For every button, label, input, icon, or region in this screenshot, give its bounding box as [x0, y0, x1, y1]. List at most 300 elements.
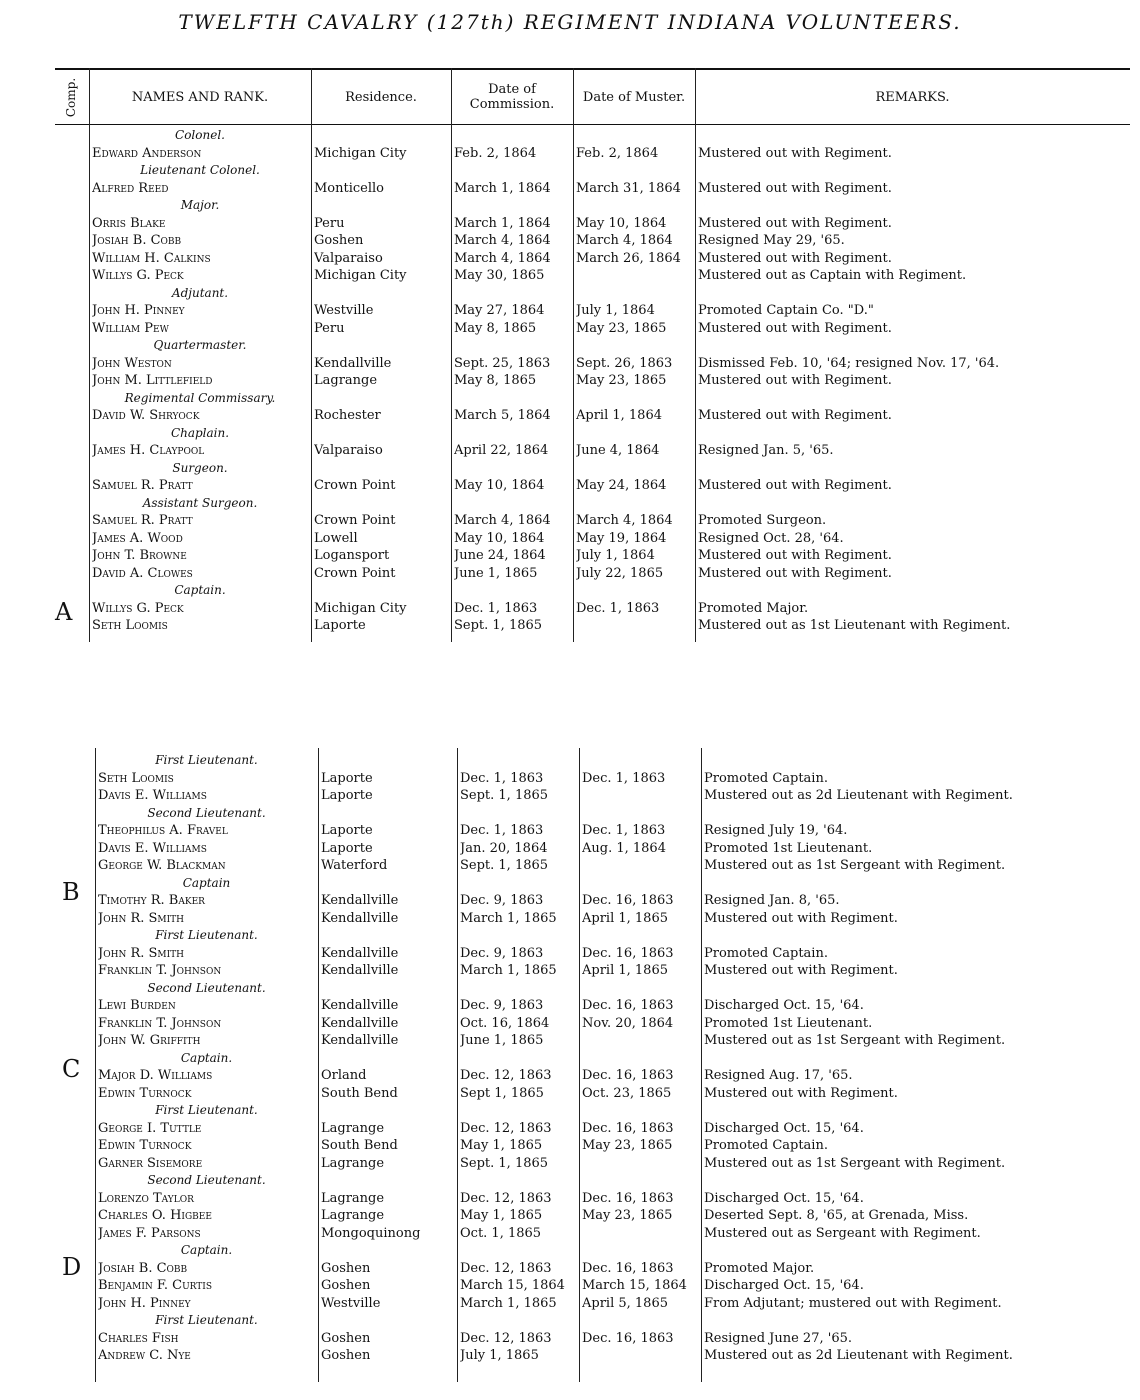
remarks-cell: Mustered out with Regiment.	[698, 320, 892, 336]
name-cell: Alfred Reed	[92, 180, 169, 196]
remarks-cell: Discharged Oct. 15, '64.	[704, 998, 864, 1013]
remarks-cell: Promoted Major.	[704, 1260, 815, 1276]
remarks-cell: Mustered out as 2d Lieutenant with Regiment.	[704, 1348, 1013, 1363]
remarks-cell: Mustered out as Captain with Regiment.	[698, 268, 967, 283]
header-residence: Residence.	[345, 89, 417, 105]
table-row	[0, 892, 1140, 909]
table-row	[0, 1155, 1140, 1172]
name-cell: David A. Clowes	[92, 565, 193, 581]
muster-cell: Dec. 16, 1863	[582, 1120, 674, 1136]
commission-cell: Sept 1, 1865	[460, 1085, 544, 1101]
muster-cell: May 24, 1864	[576, 478, 667, 493]
commission-cell: Sept. 1, 1865	[454, 618, 543, 633]
table-row	[0, 857, 1140, 874]
residence-cell: South Bend	[321, 1085, 398, 1101]
residence-cell: Laporte	[321, 788, 373, 803]
remarks-cell: Promoted 1st Lieutenant.	[704, 840, 873, 856]
name-cell: Lorenzo Taylor	[98, 1190, 194, 1206]
commission-cell: Jan. 20, 1864	[460, 840, 548, 856]
name-cell: Benjamin F. Curtis	[98, 1278, 213, 1293]
residence-cell: Crown Point	[314, 478, 396, 493]
table-row	[0, 1137, 1140, 1154]
company-letter-a: A	[55, 598, 73, 626]
residence-cell: Orland	[321, 1068, 367, 1083]
name-cell: James H. Claypool	[92, 443, 205, 458]
residence-cell: Peru	[314, 215, 345, 231]
muster-cell: April 1, 1864	[576, 408, 662, 423]
table-row	[0, 1085, 1140, 1102]
remarks-cell: Mustered out as 2d Lieutenant with Regiment.	[704, 788, 1013, 803]
table-row	[0, 512, 1140, 529]
residence-cell: Lagrange	[314, 373, 378, 388]
table-row	[0, 320, 1140, 337]
muster-cell: March 15, 1864	[582, 1278, 687, 1293]
residence-cell: Lowell	[314, 530, 358, 546]
muster-cell: April 1, 1865	[582, 910, 668, 926]
remarks-cell: Mustered out with Regiment.	[704, 910, 898, 926]
muster-cell: July 1, 1864	[576, 548, 655, 563]
residence-cell: Crown Point	[314, 513, 396, 528]
rank-label: Adjutant.	[171, 285, 229, 300]
remarks-cell: Discharged Oct. 15, '64.	[704, 1190, 864, 1206]
name-cell: Samuel R. Pratt	[92, 513, 193, 528]
name-cell: Davis E. Williams	[98, 840, 207, 856]
rank-label: Chaplain.	[170, 425, 230, 440]
residence-cell: Laporte	[321, 823, 373, 838]
commission-cell: Oct. 16, 1864	[460, 1015, 550, 1031]
residence-cell: South Bend	[321, 1138, 398, 1153]
rank-label: First Lieutenant.	[155, 1103, 258, 1117]
muster-cell: May 23, 1865	[582, 1138, 673, 1153]
table-row	[0, 1207, 1140, 1224]
remarks-cell: Mustered out with Regiment.	[698, 565, 892, 581]
residence-cell: Michigan City	[314, 600, 407, 616]
muster-cell: May 23, 1865	[576, 373, 667, 388]
remarks-cell: Resigned Aug. 17, '65.	[704, 1068, 853, 1083]
table-row	[0, 840, 1140, 857]
commission-cell: March 4, 1864	[454, 513, 551, 528]
muster-cell: April 5, 1865	[582, 1295, 668, 1311]
name-cell: Franklin T. Johnson	[98, 963, 222, 978]
rank-heading	[0, 127, 1140, 144]
remarks-cell: Mustered out with Regiment.	[704, 963, 898, 978]
muster-cell: May 10, 1864	[576, 215, 667, 231]
residence-cell: Lagrange	[321, 1155, 385, 1171]
rank-heading	[0, 927, 1140, 944]
rank-label: Captain.	[174, 583, 226, 597]
table-row	[0, 477, 1140, 494]
remarks-cell: Mustered out as 1st Lieutenant with Regiment.	[698, 618, 1011, 633]
table-row	[0, 215, 1140, 232]
rank-label: Colonel.	[175, 128, 225, 142]
commission-cell: Dec. 1, 1863	[460, 823, 544, 838]
table-row	[0, 145, 1140, 162]
remarks-cell: Discharged Oct. 15, '64.	[704, 1120, 864, 1136]
commission-cell: Dec. 12, 1863	[460, 1120, 552, 1136]
table-row	[0, 770, 1140, 787]
commission-cell: March 1, 1864	[454, 215, 551, 231]
residence-cell: Valparaiso	[314, 443, 383, 458]
commission-cell: March 1, 1865	[460, 1295, 557, 1311]
muster-cell: March 26, 1864	[576, 250, 681, 266]
rank-heading	[0, 337, 1140, 354]
muster-cell: July 22, 1865	[576, 565, 664, 581]
table-row	[0, 442, 1140, 459]
table-row	[0, 1225, 1140, 1242]
rank-heading	[0, 460, 1140, 477]
remarks-cell: Mustered out with Regiment.	[698, 548, 892, 563]
name-cell: Willys G. Peck	[92, 268, 184, 283]
muster-cell: Dec. 1, 1863	[582, 823, 666, 838]
commission-cell: Dec. 12, 1863	[460, 1190, 552, 1206]
residence-cell: Kendallville	[321, 893, 399, 908]
name-cell: George I. Tuttle	[98, 1120, 202, 1136]
table-row	[0, 1015, 1140, 1032]
remarks-cell: Mustered out as Sergeant with Regiment.	[704, 1225, 981, 1241]
table-row	[0, 355, 1140, 372]
remarks-cell: Dismissed Feb. 10, '64; resigned Nov. 17, '64.	[698, 355, 1000, 371]
remarks-cell: Deserted Sept. 8, '65, at Grenada, Miss.	[704, 1208, 969, 1223]
rank-label: Quartermaster.	[153, 338, 247, 352]
residence-cell: Kendallville	[321, 945, 399, 961]
commission-cell: July 1, 1865	[460, 1348, 539, 1363]
commission-cell: Dec. 9, 1863	[460, 945, 544, 961]
remarks-cell: Mustered out with Regiment.	[698, 250, 892, 266]
residence-cell: Waterford	[321, 858, 388, 873]
remarks-cell: Mustered out with Regiment.	[704, 1085, 898, 1101]
name-cell: Lewi Burden	[98, 998, 176, 1013]
residence-cell: Lagrange	[321, 1190, 385, 1206]
name-cell: Davis E. Williams	[98, 788, 207, 803]
residence-cell: Goshen	[321, 1278, 371, 1293]
remarks-cell: Mustered out with Regiment.	[698, 215, 892, 231]
muster-cell: Nov. 20, 1864	[582, 1015, 674, 1031]
commission-cell: May 1, 1865	[460, 1208, 543, 1223]
commission-cell: March 1, 1865	[460, 910, 557, 926]
table-row	[0, 1120, 1140, 1137]
name-cell: Garner Sisemore	[98, 1155, 203, 1171]
residence-cell: Kendallville	[314, 355, 392, 371]
table-row	[0, 267, 1140, 284]
name-cell: John R. Smith	[98, 910, 185, 926]
commission-cell: June 1, 1865	[454, 565, 538, 581]
rank-label: Surgeon.	[172, 460, 228, 475]
header-comp	[55, 70, 89, 124]
table-row	[0, 910, 1140, 927]
muster-cell: Dec. 16, 1863	[582, 1260, 674, 1276]
residence-cell: Lagrange	[321, 1120, 385, 1136]
name-cell: Charles Fish	[98, 1330, 179, 1346]
residence-cell: Lagrange	[321, 1208, 385, 1223]
muster-cell: April 1, 1865	[582, 963, 668, 978]
name-cell: George W. Blackman	[98, 858, 226, 873]
remarks-cell: Mustered out as 1st Sergeant with Regiment.	[704, 858, 1006, 873]
table-row	[0, 787, 1140, 804]
commission-cell: June 24, 1864	[454, 548, 546, 563]
remarks-cell: Promoted Captain.	[704, 1138, 828, 1153]
remarks-cell: Discharged Oct. 15, '64.	[704, 1278, 864, 1293]
remarks-cell: Mustered out as 1st Sergeant with Regiment.	[704, 1155, 1006, 1171]
residence-cell: Goshen	[314, 233, 364, 248]
table-row	[0, 1067, 1140, 1084]
commission-cell: May 10, 1864	[454, 478, 545, 493]
remarks-cell: Promoted Captain.	[704, 770, 828, 786]
commission-cell: May 30, 1865	[454, 268, 545, 283]
commission-cell: Dec. 12, 1863	[460, 1068, 552, 1083]
name-cell: Edward Anderson	[92, 145, 202, 161]
muster-cell: March 4, 1864	[576, 513, 673, 528]
header-remarks: REMARKS.	[875, 89, 950, 105]
table-row	[0, 1032, 1140, 1049]
commission-cell: May 8, 1865	[454, 373, 537, 388]
commission-cell: May 8, 1865	[454, 320, 537, 336]
residence-cell: Monticello	[314, 180, 385, 196]
residence-cell: Rochester	[314, 408, 381, 423]
residence-cell: Kendallville	[321, 910, 399, 926]
rank-heading	[0, 285, 1140, 302]
residence-cell: Goshen	[321, 1348, 371, 1363]
muster-cell: May 23, 1865	[582, 1208, 673, 1223]
table-row	[0, 372, 1140, 389]
remarks-cell: Mustered out with Regiment.	[698, 478, 892, 493]
name-cell: John R. Smith	[98, 945, 185, 961]
commission-cell: March 4, 1864	[454, 233, 551, 248]
muster-cell: Dec. 1, 1863	[576, 600, 660, 616]
residence-cell: Peru	[314, 320, 345, 336]
remarks-cell: Promoted Major.	[698, 600, 809, 616]
muster-cell: Dec. 16, 1863	[582, 998, 674, 1013]
residence-cell: Westville	[321, 1295, 381, 1311]
name-cell: Willys G. Peck	[92, 600, 184, 616]
table-row	[0, 232, 1140, 249]
table-row	[0, 600, 1140, 617]
company-letter-d: D	[62, 1253, 82, 1281]
rank-label: Captain.	[180, 1243, 233, 1257]
muster-cell: March 4, 1864	[576, 233, 673, 248]
name-cell: James F. Parsons	[98, 1225, 201, 1241]
table-row	[0, 945, 1140, 962]
commission-cell: Feb. 2, 1864	[454, 145, 537, 161]
residence-cell: Logansport	[314, 548, 390, 563]
rank-label: Captain	[182, 875, 231, 890]
table-row	[0, 1190, 1140, 1207]
name-cell: Josiah B. Cobb	[98, 1260, 188, 1276]
residence-cell: Kendallville	[321, 963, 399, 978]
commission-cell: Dec. 9, 1863	[460, 998, 544, 1013]
name-cell: Josiah B. Cobb	[92, 233, 182, 248]
rank-heading	[0, 1312, 1140, 1329]
commission-cell: Dec. 12, 1863	[460, 1260, 552, 1276]
rank-heading	[0, 425, 1140, 442]
residence-cell: Kendallville	[321, 1033, 399, 1048]
company-letter-c: C	[62, 1055, 81, 1083]
name-cell: David W. Shryock	[92, 408, 200, 423]
commission-cell: Sept. 1, 1865	[460, 858, 549, 873]
name-cell: Andrew C. Nye	[98, 1348, 191, 1363]
rank-label: Major.	[180, 198, 220, 212]
commission-cell: March 15, 1864	[460, 1278, 565, 1293]
rank-label: Lieutenant Colonel.	[140, 163, 260, 177]
muster-cell: July 1, 1864	[576, 303, 655, 318]
residence-cell: Michigan City	[314, 145, 407, 161]
residence-cell: Kendallville	[321, 998, 399, 1013]
table-row	[0, 302, 1140, 319]
muster-cell: May 19, 1864	[576, 530, 667, 546]
rank-heading	[0, 582, 1140, 599]
table-row	[0, 547, 1140, 564]
muster-cell: Dec. 1, 1863	[582, 770, 666, 786]
name-cell: Seth Loomis	[92, 618, 168, 633]
rank-heading	[0, 1172, 1140, 1189]
table-row	[0, 822, 1140, 839]
remarks-cell: From Adjutant; mustered out with Regiment.	[704, 1295, 1002, 1311]
name-cell: Edwin Turnock	[98, 1085, 192, 1101]
residence-cell: Kendallville	[321, 1015, 399, 1031]
name-cell: Theophilus A. Fravel	[98, 823, 228, 838]
muster-cell: Dec. 16, 1863	[582, 945, 674, 961]
header-commission: Date of Commission.	[469, 82, 555, 112]
commission-cell: May 10, 1864	[454, 530, 545, 546]
remarks-cell: Resigned July 19, '64.	[704, 823, 848, 838]
table-row	[0, 407, 1140, 424]
rank-heading	[0, 1050, 1140, 1067]
rank-heading	[0, 1242, 1140, 1259]
name-cell: John M. Littlefield	[92, 373, 213, 388]
rank-label: Second Lieutenant.	[147, 980, 266, 995]
commission-cell: Dec. 1, 1863	[460, 770, 544, 786]
table-row	[0, 565, 1140, 582]
name-cell: Charles O. Higbee	[98, 1208, 212, 1223]
residence-cell: Valparaiso	[314, 250, 383, 266]
name-cell: Franklin T. Johnson	[98, 1015, 222, 1031]
table-row	[0, 1277, 1140, 1294]
muster-cell: Dec. 16, 1863	[582, 893, 674, 908]
commission-cell: Dec. 12, 1863	[460, 1330, 552, 1346]
commission-cell: Dec. 9, 1863	[460, 893, 544, 908]
rank-heading	[0, 875, 1140, 892]
remarks-cell: Resigned Jan. 5, '65.	[698, 443, 834, 458]
table-row	[0, 617, 1140, 634]
name-cell: Orris Blake	[92, 215, 166, 231]
residence-cell: Goshen	[321, 1260, 371, 1276]
commission-cell: March 1, 1865	[460, 963, 557, 978]
table-row	[0, 250, 1140, 267]
name-cell: William H. Calkins	[92, 250, 211, 266]
muster-cell: Feb. 2, 1864	[576, 145, 659, 161]
remarks-cell: Mustered out with Regiment.	[698, 373, 892, 388]
remarks-cell: Mustered out with Regiment.	[698, 408, 892, 423]
commission-cell: April 22, 1864	[454, 443, 549, 458]
commission-cell: Sept. 1, 1865	[460, 1155, 549, 1171]
table-row	[0, 1330, 1140, 1347]
muster-cell: June 4, 1864	[576, 443, 660, 458]
table-row	[0, 530, 1140, 547]
rank-label: Assistant Surgeon.	[142, 495, 258, 510]
rank-label: Regimental Commissary.	[124, 390, 276, 405]
rank-label: First Lieutenant.	[155, 1313, 258, 1327]
rank-heading	[0, 752, 1140, 769]
remarks-cell: Promoted Captain Co. "D."	[698, 303, 874, 318]
rank-heading	[0, 162, 1140, 179]
name-cell: John Weston	[92, 355, 172, 371]
muster-cell: March 31, 1864	[576, 180, 681, 196]
rank-label: First Lieutenant.	[155, 753, 258, 767]
residence-cell: Laporte	[321, 840, 373, 856]
remarks-cell: Resigned May 29, '65.	[698, 233, 845, 248]
rank-heading	[0, 980, 1140, 997]
name-cell: John H. Pinney	[98, 1295, 191, 1311]
muster-cell: Dec. 16, 1863	[582, 1068, 674, 1083]
remarks-cell: Mustered out as 1st Sergeant with Regiment.	[704, 1033, 1006, 1048]
name-cell: James A. Wood	[92, 530, 183, 546]
rank-heading	[0, 805, 1140, 822]
muster-cell: Dec. 16, 1863	[582, 1330, 674, 1346]
company-letter-b: B	[62, 878, 80, 906]
commission-cell: March 1, 1864	[454, 180, 551, 196]
rank-heading	[0, 197, 1140, 214]
name-cell: Major D. Williams	[98, 1068, 213, 1083]
remarks-cell: Mustered out with Regiment.	[698, 145, 892, 161]
table-row	[0, 1260, 1140, 1277]
muster-cell: Dec. 16, 1863	[582, 1190, 674, 1206]
muster-cell: Sept. 26, 1863	[576, 355, 673, 371]
name-cell: Samuel R. Pratt	[92, 478, 193, 493]
name-cell: Seth Loomis	[98, 770, 174, 786]
header-muster: Date of Muster.	[582, 89, 686, 105]
rank-label: First Lieutenant.	[155, 928, 258, 942]
remarks-cell: Mustered out with Regiment.	[698, 180, 892, 196]
name-cell: John H. Pinney	[92, 303, 185, 318]
name-cell: Edwin Turnock	[98, 1138, 192, 1153]
commission-cell: June 1, 1865	[460, 1033, 544, 1048]
name-cell: John T. Browne	[92, 548, 187, 563]
table-row	[0, 997, 1140, 1014]
rank-heading	[0, 495, 1140, 512]
name-cell: Timothy R. Baker	[98, 893, 205, 908]
remarks-cell: Promoted Captain.	[704, 945, 828, 961]
residence-cell: Michigan City	[314, 268, 407, 283]
name-cell: William Pew	[92, 320, 169, 336]
table-row	[0, 962, 1140, 979]
commission-cell: March 5, 1864	[454, 408, 551, 423]
commission-cell: Sept. 25, 1863	[454, 355, 551, 371]
residence-cell: Goshen	[321, 1330, 371, 1346]
muster-cell: Aug. 1, 1864	[582, 840, 666, 856]
table-header	[55, 68, 1130, 125]
rank-heading	[0, 390, 1140, 407]
table-row	[0, 1295, 1140, 1312]
muster-cell: May 23, 1865	[576, 320, 667, 336]
commission-cell: May 1, 1865	[460, 1138, 543, 1153]
remarks-cell: Resigned Jan. 8, '65.	[704, 893, 840, 908]
rank-label: Captain.	[180, 1050, 233, 1065]
commission-cell: Dec. 1, 1863	[454, 600, 538, 616]
remarks-cell: Resigned June 27, '65.	[704, 1330, 852, 1346]
commission-cell: Oct. 1, 1865	[460, 1225, 542, 1241]
table-row	[0, 180, 1140, 197]
name-cell: John W. Griffith	[98, 1033, 201, 1048]
page-title: TWELFTH CAVALRY (127th) REGIMENT INDIANA VOLUNTEERS.	[178, 10, 962, 34]
remarks-cell: Promoted Surgeon.	[698, 513, 827, 528]
commission-cell: Sept. 1, 1865	[460, 788, 549, 803]
rank-heading	[0, 1102, 1140, 1119]
residence-cell: Westville	[314, 303, 374, 318]
residence-cell: Laporte	[321, 770, 373, 786]
remarks-cell: Resigned Oct. 28, '64.	[698, 530, 844, 546]
residence-cell: Mongoquinong	[321, 1225, 421, 1241]
muster-cell: Oct. 23, 1865	[582, 1085, 672, 1101]
rank-label: Second Lieutenant.	[147, 805, 266, 820]
